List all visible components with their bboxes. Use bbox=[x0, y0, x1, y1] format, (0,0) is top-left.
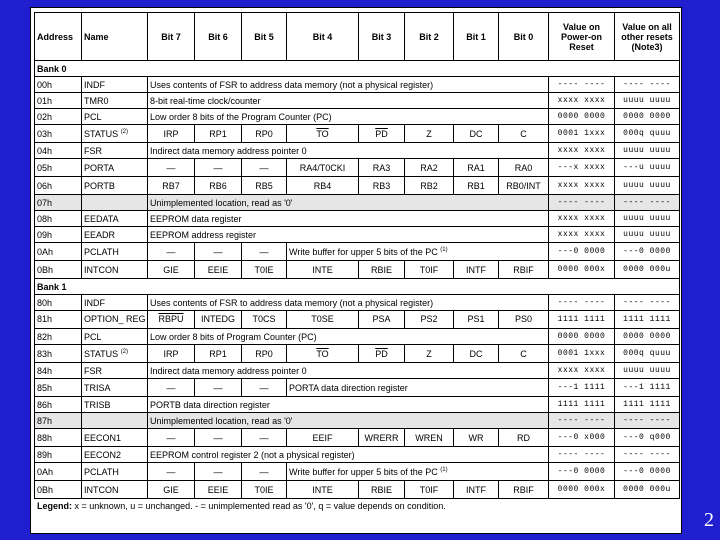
header-name: Name bbox=[82, 13, 148, 61]
register-row bbox=[35, 447, 680, 463]
register-address: 82h bbox=[35, 329, 82, 345]
legend-label: Legend: bbox=[37, 501, 72, 511]
register-name: PORTB bbox=[84, 180, 115, 191]
register-description: Uses contents of FSR to address data memory (not a physical register) bbox=[148, 77, 549, 93]
register-name-cell bbox=[82, 159, 148, 177]
other-resets-value: ---- ---- bbox=[615, 413, 680, 429]
register-name-cell bbox=[82, 397, 148, 413]
power-on-reset-value: xxxx xxxx bbox=[549, 227, 615, 243]
register-address: 0Bh bbox=[35, 481, 82, 499]
register-address: 05h bbox=[35, 159, 82, 177]
bit-cell: GIE bbox=[148, 261, 195, 279]
bit-cell: RA3 bbox=[359, 159, 405, 177]
register-name-cell bbox=[82, 413, 148, 429]
register-name: STATUS bbox=[84, 348, 119, 359]
bit-cell: RP0 bbox=[242, 345, 287, 363]
bit-cell: RB7 bbox=[148, 177, 195, 195]
power-on-reset-value: 0000 000x bbox=[549, 481, 615, 499]
register-map-table bbox=[34, 12, 680, 499]
header-bit2: Bit 2 bbox=[405, 13, 454, 61]
other-resets-value: ---u uuuu bbox=[615, 159, 680, 177]
register-name-cell bbox=[82, 77, 148, 93]
bit-cell: GIE bbox=[148, 481, 195, 499]
other-resets-value: 0000 0000 bbox=[615, 109, 680, 125]
bank1-heading-row bbox=[35, 279, 680, 295]
register-row bbox=[35, 295, 680, 311]
register-rows bbox=[35, 61, 680, 499]
bit-cell: Z bbox=[405, 125, 454, 143]
register-name-cell bbox=[82, 363, 148, 379]
register-address: 89h bbox=[35, 447, 82, 463]
other-resets-value: 0000 000u bbox=[615, 481, 680, 499]
bit-cell: PSA bbox=[359, 311, 405, 329]
bit-cell: $\overline{PD}$ bbox=[359, 125, 405, 143]
bit-cell: INTE bbox=[287, 481, 359, 499]
other-resets-value: ---- ---- bbox=[615, 195, 680, 211]
bit-cell: — bbox=[148, 379, 195, 397]
bit-cell: IRP bbox=[148, 345, 195, 363]
register-name: STATUS bbox=[84, 128, 119, 139]
bit-cell: $\overline{TO}$ bbox=[287, 345, 359, 363]
register-address: 81h bbox=[35, 311, 82, 329]
bank1-label: Bank 1 bbox=[35, 279, 680, 295]
bit-cell: RBIF bbox=[499, 261, 549, 279]
bit-cell: RP0 bbox=[242, 125, 287, 143]
register-description: EEPROM address register bbox=[148, 227, 549, 243]
register-name-cell bbox=[82, 329, 148, 345]
register-row bbox=[35, 345, 680, 363]
bit-cell: T0IE bbox=[242, 261, 287, 279]
register-row bbox=[35, 227, 680, 243]
register-row bbox=[35, 363, 680, 379]
register-name-cell bbox=[82, 463, 148, 481]
legend bbox=[34, 501, 678, 511]
register-name-cell bbox=[82, 447, 148, 463]
bit-cell: RBIE bbox=[359, 481, 405, 499]
register-description: Indirect data memory address pointer 0 bbox=[148, 143, 549, 159]
register-name: TMR0 bbox=[84, 95, 109, 106]
other-resets-value: uuuu uuuu bbox=[615, 363, 680, 379]
bit-cell: T0SE bbox=[287, 311, 359, 329]
bit-cell: — bbox=[195, 159, 242, 177]
register-name-cell bbox=[82, 243, 148, 261]
register-row bbox=[35, 243, 680, 261]
register-row bbox=[35, 429, 680, 447]
register-name: FSR bbox=[84, 145, 102, 156]
register-row bbox=[35, 463, 680, 481]
register-address: 03h bbox=[35, 125, 82, 143]
power-on-reset-value: xxxx xxxx bbox=[549, 93, 615, 109]
register-row bbox=[35, 311, 680, 329]
bit-cell: — bbox=[242, 429, 287, 447]
bit-cell: INTF bbox=[454, 261, 499, 279]
register-description: Uses contents of FSR to address data memory (not a physical register) bbox=[148, 295, 549, 311]
register-name-cell bbox=[82, 143, 148, 159]
register-name-cell bbox=[82, 295, 148, 311]
bit-cell: — bbox=[148, 429, 195, 447]
register-address: 80h bbox=[35, 295, 82, 311]
power-on-reset-value: xxxx xxxx bbox=[549, 363, 615, 379]
bit-cell: DC bbox=[454, 125, 499, 143]
register-row bbox=[35, 109, 680, 125]
bit-cell: — bbox=[242, 243, 287, 261]
register-address: 85h bbox=[35, 379, 82, 397]
register-description: Unimplemented location, read as '0' bbox=[148, 413, 549, 429]
bit-cell: RA1 bbox=[454, 159, 499, 177]
bit-cell: — bbox=[242, 463, 287, 481]
register-name: PCL bbox=[84, 331, 102, 342]
other-resets-value: uuuu uuuu bbox=[615, 93, 680, 109]
bit-cell: WRERR bbox=[359, 429, 405, 447]
register-row bbox=[35, 93, 680, 109]
other-resets-value: 0000 000u bbox=[615, 261, 680, 279]
bit-cell: C bbox=[499, 125, 549, 143]
bit-cell: PS0 bbox=[499, 311, 549, 329]
power-on-reset-value: ---1 1111 bbox=[549, 379, 615, 397]
bank0-heading-row bbox=[35, 61, 680, 77]
register-description: Low order 8 bits of the Program Counter (PC) bbox=[148, 109, 549, 125]
register-address: 00h bbox=[35, 77, 82, 93]
register-description-cell bbox=[287, 379, 549, 397]
other-resets-value: 1111 1111 bbox=[615, 311, 680, 329]
bit-cell: RB5 bbox=[242, 177, 287, 195]
bit-cell: INTF bbox=[454, 481, 499, 499]
register-file-table-sheet bbox=[30, 7, 682, 534]
power-on-reset-value: xxxx xxxx bbox=[549, 143, 615, 159]
register-row bbox=[35, 397, 680, 413]
bit-cell: — bbox=[195, 243, 242, 261]
header-bit6: Bit 6 bbox=[195, 13, 242, 61]
register-row bbox=[35, 329, 680, 345]
register-name: INDF bbox=[84, 297, 105, 308]
register-name: FSR bbox=[84, 365, 102, 376]
register-row bbox=[35, 481, 680, 499]
power-on-reset-value: 0000 000x bbox=[549, 261, 615, 279]
register-row bbox=[35, 413, 680, 429]
register-description: Low order 8 bits of Program Counter (PC) bbox=[148, 329, 549, 345]
register-address: 84h bbox=[35, 363, 82, 379]
power-on-reset-value: 1111 1111 bbox=[549, 311, 615, 329]
register-row bbox=[35, 177, 680, 195]
power-on-reset-value: xxxx xxxx bbox=[549, 177, 615, 195]
bit-cell: RA2 bbox=[405, 159, 454, 177]
bit-cell: INTE bbox=[287, 261, 359, 279]
register-description: PORTA data direction register bbox=[289, 382, 408, 393]
bit-cell: $\overline{PD}$ bbox=[359, 345, 405, 363]
bit-cell: PS2 bbox=[405, 311, 454, 329]
header-other-resets: Value on all other resets (Note3) bbox=[615, 13, 680, 61]
other-resets-value: ---0 0000 bbox=[615, 243, 680, 261]
bit-cell: — bbox=[195, 463, 242, 481]
bit-cell: RB4 bbox=[287, 177, 359, 195]
header-address: Address bbox=[35, 13, 82, 61]
header-row bbox=[35, 13, 680, 61]
bit-cell: EEIF bbox=[287, 429, 359, 447]
bit-cell: PS1 bbox=[454, 311, 499, 329]
bit-cell: T0CS bbox=[242, 311, 287, 329]
bit-cell: RB3 bbox=[359, 177, 405, 195]
header-bit0: Bit 0 bbox=[499, 13, 549, 61]
bit-cell: RB6 bbox=[195, 177, 242, 195]
register-name-cell bbox=[82, 125, 148, 143]
register-note: (1) bbox=[440, 246, 448, 253]
register-name-cell bbox=[82, 211, 148, 227]
register-address: 01h bbox=[35, 93, 82, 109]
register-name: EECON1 bbox=[84, 432, 122, 443]
register-address: 86h bbox=[35, 397, 82, 413]
power-on-reset-value: ---x xxxx bbox=[549, 159, 615, 177]
register-description: Write buffer for upper 5 bits of the PC bbox=[289, 246, 438, 257]
power-on-reset-value: ---- ---- bbox=[549, 413, 615, 429]
other-resets-value: ---- ---- bbox=[615, 447, 680, 463]
register-row bbox=[35, 125, 680, 143]
bit-cell: C bbox=[499, 345, 549, 363]
register-name: EECON2 bbox=[84, 449, 122, 460]
other-resets-value: 0000 0000 bbox=[615, 329, 680, 345]
bit-cell: — bbox=[148, 463, 195, 481]
bit-cell: INTEDG bbox=[195, 311, 242, 329]
power-on-reset-value: ---- ---- bbox=[549, 295, 615, 311]
bit-cell: T0IE bbox=[242, 481, 287, 499]
register-address: 08h bbox=[35, 211, 82, 227]
register-name: EEDATA bbox=[84, 213, 119, 224]
bit-cell: RB0/INT bbox=[499, 177, 549, 195]
register-name-cell bbox=[82, 109, 148, 125]
register-name: EEADR bbox=[84, 229, 116, 240]
header-power-on-reset: Value on Power-on Reset bbox=[549, 13, 615, 61]
register-note: (2) bbox=[120, 128, 129, 135]
register-row bbox=[35, 77, 680, 93]
register-row bbox=[35, 261, 680, 279]
power-on-reset-value: ---0 0000 bbox=[549, 243, 615, 261]
register-name-cell bbox=[82, 379, 148, 397]
register-name: TRISB bbox=[84, 399, 111, 410]
power-on-reset-value: 1111 1111 bbox=[549, 397, 615, 413]
bit-cell: WR bbox=[454, 429, 499, 447]
register-row bbox=[35, 195, 680, 211]
power-on-reset-value: ---- ---- bbox=[549, 447, 615, 463]
register-name: PORTA bbox=[84, 162, 115, 173]
bit-cell: RA4/T0CKI bbox=[287, 159, 359, 177]
register-description: PORTB data direction register bbox=[148, 397, 549, 413]
header-bit4: Bit 4 bbox=[287, 13, 359, 61]
bit-cell: Z bbox=[405, 345, 454, 363]
bit-cell: RBPU bbox=[148, 311, 195, 329]
other-resets-value: ---- ---- bbox=[615, 295, 680, 311]
register-description: Unimplemented location, read as '0' bbox=[148, 195, 549, 211]
bit-cell: RD bbox=[499, 429, 549, 447]
register-name-cell bbox=[82, 93, 148, 109]
register-address: 88h bbox=[35, 429, 82, 447]
bit-cell: T0IF bbox=[405, 481, 454, 499]
legend-text: x = unknown, u = unchanged. - = unimplemented read as '0', q = value depends on condition. bbox=[74, 501, 446, 511]
register-description: EEPROM data register bbox=[148, 211, 549, 227]
bit-cell: — bbox=[242, 159, 287, 177]
other-resets-value: uuuu uuuu bbox=[615, 227, 680, 243]
register-name-cell bbox=[82, 429, 148, 447]
power-on-reset-value: ---0 0000 bbox=[549, 463, 615, 481]
register-name: INDF bbox=[84, 79, 105, 90]
power-on-reset-value: 0001 1xxx bbox=[549, 345, 615, 363]
bit-cell: RB2 bbox=[405, 177, 454, 195]
power-on-reset-value: ---- ---- bbox=[549, 195, 615, 211]
bank0-label: Bank 0 bbox=[35, 61, 680, 77]
bit-cell: RBIF bbox=[499, 481, 549, 499]
power-on-reset-value: ---0 x000 bbox=[549, 429, 615, 447]
register-row bbox=[35, 159, 680, 177]
bit-cell: RBIE bbox=[359, 261, 405, 279]
bit-cell: — bbox=[195, 379, 242, 397]
register-description: 8-bit real-time clock/counter bbox=[148, 93, 549, 109]
other-resets-value: ---0 q000 bbox=[615, 429, 680, 447]
register-name-cell bbox=[82, 261, 148, 279]
register-address: 0Ah bbox=[35, 243, 82, 261]
register-address: 07h bbox=[35, 195, 82, 211]
register-description: EEPROM control register 2 (not a physical register) bbox=[148, 447, 549, 463]
other-resets-value: 000q quuu bbox=[615, 345, 680, 363]
register-description-cell bbox=[287, 463, 549, 481]
header-bit1: Bit 1 bbox=[454, 13, 499, 61]
register-address: 87h bbox=[35, 413, 82, 429]
bit-cell: DC bbox=[454, 345, 499, 363]
bit-cell: EEIE bbox=[195, 261, 242, 279]
other-resets-value: ---- ---- bbox=[615, 77, 680, 93]
register-description: Write buffer for upper 5 bits of the PC bbox=[289, 466, 438, 477]
register-address: 0Bh bbox=[35, 261, 82, 279]
register-note: (2) bbox=[120, 348, 129, 355]
other-resets-value: 1111 1111 bbox=[615, 397, 680, 413]
register-address: 0Ah bbox=[35, 463, 82, 481]
register-name: OPTION_ REG bbox=[84, 314, 146, 324]
bit-cell: IRP bbox=[148, 125, 195, 143]
power-on-reset-value: xxxx xxxx bbox=[549, 211, 615, 227]
register-name-cell bbox=[82, 227, 148, 243]
register-name: INTCON bbox=[84, 484, 119, 495]
register-name-cell bbox=[82, 177, 148, 195]
register-address: 02h bbox=[35, 109, 82, 125]
register-name-cell bbox=[82, 311, 148, 329]
bit-cell: — bbox=[242, 379, 287, 397]
bit-cell: T0IF bbox=[405, 261, 454, 279]
bit-cell: WREN bbox=[405, 429, 454, 447]
bit-cell: EEIE bbox=[195, 481, 242, 499]
bit-cell: $\overline{TO}$ bbox=[287, 125, 359, 143]
bit-cell: RA0 bbox=[499, 159, 549, 177]
register-name-cell bbox=[82, 345, 148, 363]
register-name-cell bbox=[82, 195, 148, 211]
register-description-cell bbox=[287, 243, 549, 261]
bit-cell: RB1 bbox=[454, 177, 499, 195]
bit-cell: — bbox=[148, 159, 195, 177]
register-name-cell bbox=[82, 481, 148, 499]
register-name: TRISA bbox=[84, 382, 111, 393]
register-address: 06h bbox=[35, 177, 82, 195]
header-bit3: Bit 3 bbox=[359, 13, 405, 61]
bit-cell: RP1 bbox=[195, 125, 242, 143]
bit-cell: — bbox=[195, 429, 242, 447]
register-name: PCLATH bbox=[84, 246, 119, 257]
register-row bbox=[35, 143, 680, 159]
header-bit7: Bit 7 bbox=[148, 13, 195, 61]
header-bit5: Bit 5 bbox=[242, 13, 287, 61]
register-address: 04h bbox=[35, 143, 82, 159]
register-note: (1) bbox=[440, 466, 448, 473]
register-description: Indirect data memory address pointer 0 bbox=[148, 363, 549, 379]
register-address: 09h bbox=[35, 227, 82, 243]
power-on-reset-value: 0000 0000 bbox=[549, 329, 615, 345]
register-name: PCLATH bbox=[84, 466, 119, 477]
register-row bbox=[35, 211, 680, 227]
register-name: INTCON bbox=[84, 264, 119, 275]
power-on-reset-value: ---- ---- bbox=[549, 77, 615, 93]
power-on-reset-value: 0000 0000 bbox=[549, 109, 615, 125]
bit-cell: RP1 bbox=[195, 345, 242, 363]
other-resets-value: ---0 0000 bbox=[615, 463, 680, 481]
other-resets-value: ---1 1111 bbox=[615, 379, 680, 397]
other-resets-value: uuuu uuuu bbox=[615, 211, 680, 227]
other-resets-value: 000q quuu bbox=[615, 125, 680, 143]
register-name: PCL bbox=[84, 111, 102, 122]
register-address: 83h bbox=[35, 345, 82, 363]
power-on-reset-value: 0001 1xxx bbox=[549, 125, 615, 143]
other-resets-value: uuuu uuuu bbox=[615, 143, 680, 159]
bit-cell: — bbox=[148, 243, 195, 261]
other-resets-value: uuuu uuuu bbox=[615, 177, 680, 195]
page-number: 2 bbox=[704, 509, 714, 531]
register-row bbox=[35, 379, 680, 397]
